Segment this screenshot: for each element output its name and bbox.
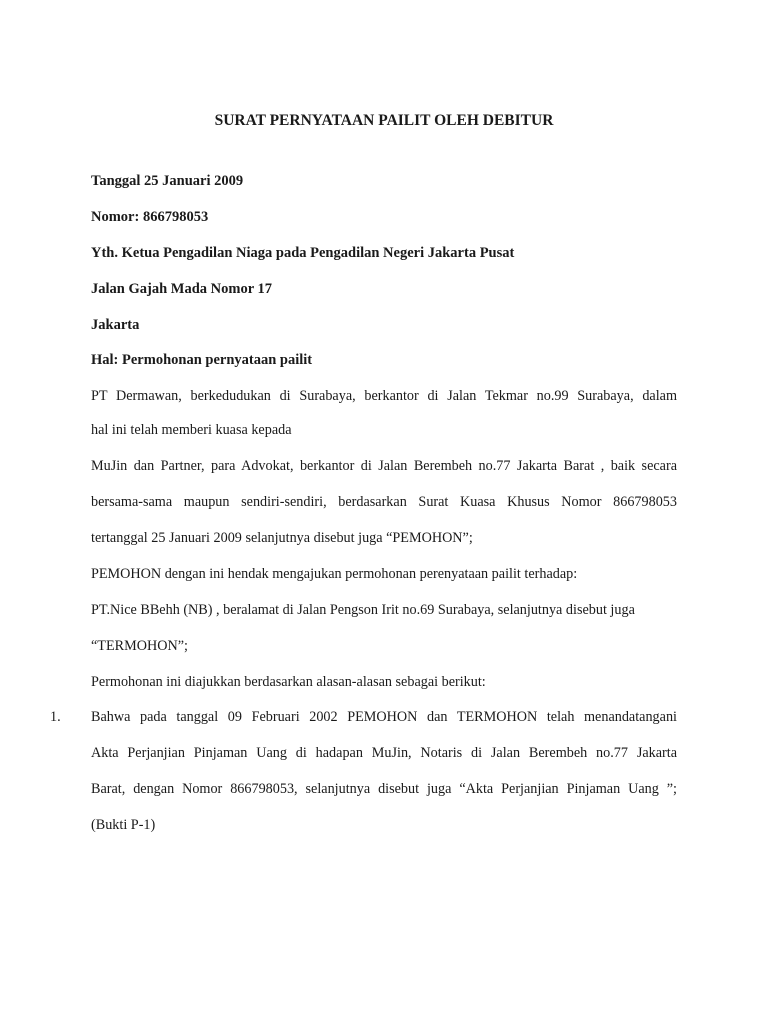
document-title: SURAT PERNYATAAN PAILIT OLEH DEBITUR [214,112,554,129]
paragraph-line [91,492,677,512]
letter-subject: Hal: Permohonan pernyataan pailit [91,352,313,368]
paragraph-line: tertanggal 25 Januari 2009 selanjutnya disebut juga “PEMOHON”; [91,530,473,546]
paragraph-line: hal ini telah memberi kuasa kepada [91,422,292,438]
paragraph-text: MuJin dan Partner, para Advokat, berkantor di Jalan Berembeh no.77 Jakarta Barat , baik secara [91,458,677,474]
paragraph-line: “TERMOHON”; [91,638,188,654]
list-item-text: Bahwa pada tanggal 09 Februari 2002 PEMOHON dan TERMOHON telah menandatangani [91,709,677,725]
paragraph-line: PEMOHON dengan ini hendak mengajukan permohonan perenyataan pailit terhadap: [91,566,578,582]
list-item-line [91,743,677,763]
letter-date: Tanggal 25 Januari 2009 [91,173,244,189]
list-item-text: Akta Perjanjian Pinjaman Uang di hadapan MuJin, Notaris di Jalan Berembeh no.77 Jakarta [91,745,677,761]
paragraph-text: bersama-sama maupun sendiri-sendiri, berdasarkan Surat Kuasa Khusus Nomor 866798053 [91,494,677,510]
letter-addressee: Yth. Ketua Pengadilan Niaga pada Pengadilan Negeri Jakarta Pusat [91,245,515,261]
paragraph-line [91,456,677,476]
paragraph-text: PT Dermawan, berkedudukan di Surabaya, berkantor di Jalan Tekmar no.99 Surabaya, dalam [91,388,677,404]
list-item-line [91,707,677,727]
list-item-line [91,779,677,799]
list-item-line: (Bukti P-1) [91,817,156,833]
letter-street: Jalan Gajah Mada Nomor 17 [91,281,272,297]
paragraph-line: PT.Nice BBehh (NB) , beralamat di Jalan Pengson Irit no.69 Surabaya, selanjutnya disebut juga [91,602,635,618]
paragraph-line: Permohonan ini diajukkan berdasarkan alasan-alasan sebagai berikut: [91,674,486,690]
list-item-text: Barat, dengan Nomor 866798053, selanjutnya disebut juga “Akta Perjanjian Pinjaman Uang ”; [91,781,677,797]
letter-city: Jakarta [91,317,140,333]
paragraph-line [91,386,677,406]
list-item-number: 1. [50,709,61,725]
letter-number: Nomor: 866798053 [91,209,209,225]
